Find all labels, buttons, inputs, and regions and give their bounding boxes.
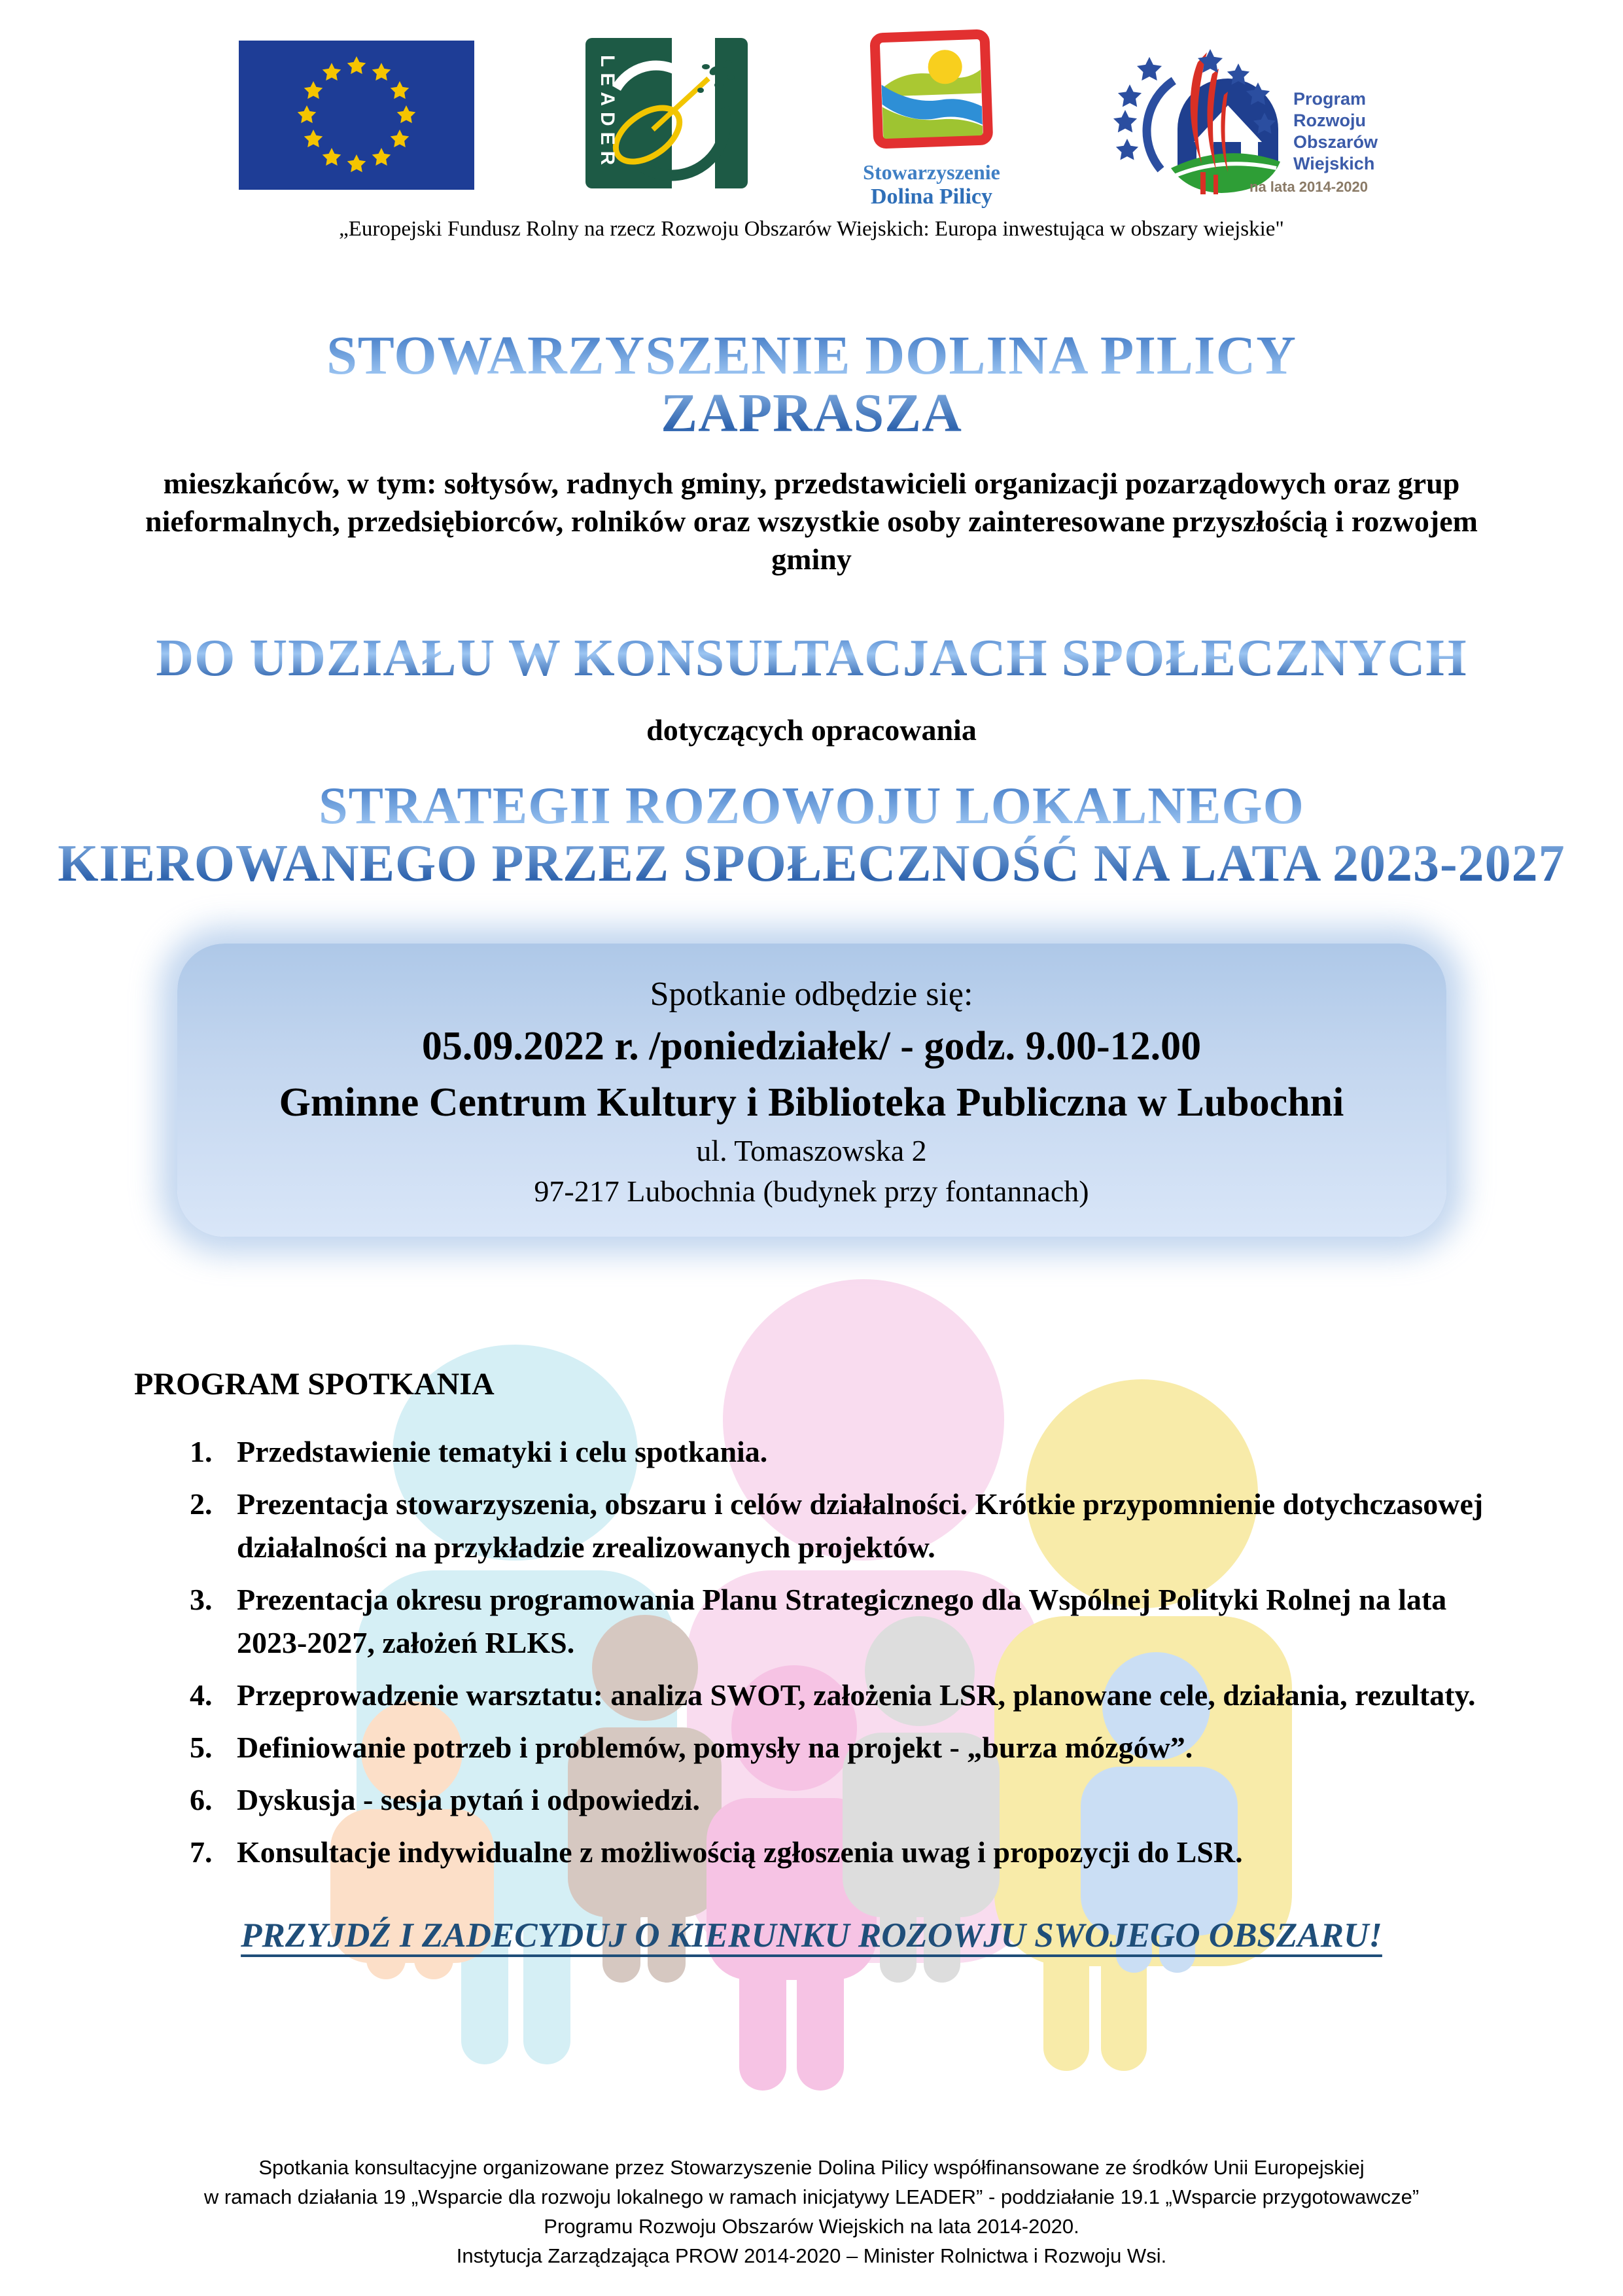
eu-flag-icon [239,41,474,190]
program-item-text: Przeprowadzenie warsztatu: analiza SWOT, założenia LSR, planowane cele, działania, rezultaty. [237,1678,1476,1712]
footer [109,2153,1515,2270]
program-title: PROGRAM SPOTKANIA [134,1367,495,1402]
intro-paragraph: mieszkańców, w tym: sołtysów, radnych gminy, przedstawicieli organizacji pozarządowych oraz grup nieformalnych, przedsiębiorców, rolników oraz wszystkie osoby zainteresowane przyszłością i rozwojem gminy [145,467,1478,576]
dolina-pilicy-logo [862,29,1001,209]
meeting-intro-line: Spotkanie odbędzie się: [650,976,973,1013]
program-item-text: Konsultacje indywidualne z możliwością zgłoszenia uwag i propozycji do LSR. [237,1835,1243,1869]
prow-title-line3: Obszarów [1293,132,1378,152]
prow-logo-subtitle: na lata 2014-2020 [1249,179,1369,195]
meeting-city-line: 97-217 Lubochnia (budynek przy fontannach) [534,1174,1089,1208]
program-item-text: Przedstawienie tematyki i celu spotkania. [237,1435,768,1468]
program-item [190,1726,1499,1769]
footer-line4: Instytucja Zarządzająca PROW 2014-2020 – Minister Rolnictwa i Rozwoju Wsi. [456,2244,1167,2267]
footer-line3: Programu Rozwoju Obszarów Wiejskich na lata 2014-2020. [544,2215,1079,2238]
program-item-text: Dyskusja - sesja pytań i odpowiedzi. [237,1783,700,1816]
meeting-street-line: ul. Tomaszowska 2 [696,1134,927,1167]
program-item-text: Definiowanie potrzeb i problemów, pomysły na projekt - „burza mózgów”. [237,1731,1193,1764]
program-item-text: Prezentacja okresu programowania Planu Strategicznego dla Wspólnej Polityki Rolnej na lata 2023-2027, założeń RLKS. [237,1583,1447,1659]
prow-logo [1109,29,1377,196]
program-item-text: Prezentacja stowarzyszenia, obszaru i celów działalności. Krótkie przypomnienie dotychczasowej działalności na przykładzie zrealizowanych projektów. [237,1487,1484,1564]
footer-line1: Spotkania konsultacyjne organizowane przez Stowarzyszenie Dolina Pilicy współfinansowane ze środków Unii Europejskiej [258,2156,1365,2179]
dolina-pilicy-label-line2: Dolina Pilicy [870,185,993,209]
logo-row [0,0,1623,216]
page-title-line1: STOWARZYSZENIE DOLINA PILICY [326,325,1297,386]
page-title-line2: ZAPRASZA [661,383,962,444]
call-to-action-text: PRZYJDŹ I ZADECYDUJ O KIERUNKU ROZOWJU SWOJEGO OBSZARU! [241,1916,1382,1954]
call-to-action [0,1915,1623,1956]
meeting-date-line: 05.09.2022 r. /poniedziałek/ - godz. 9.00-12.00 [421,1024,1202,1069]
program-item [190,1778,1499,1822]
leader-logo-label [487,55,618,81]
prow-logo-title [1293,88,1378,175]
program-item [190,1483,1499,1569]
subtitle: DO UDZIAŁU W KONSULTACJACH SPOŁECZNYCH [0,629,1623,687]
dolina-pilicy-logo-icon [862,29,1001,154]
leader-logo [585,38,748,188]
program-item [190,1831,1499,1874]
program-item [190,1430,1499,1474]
funding-caption: „Europejski Fundusz Rolny na rzecz Rozwoju Obszarów Wiejskich: Europa inwestująca w obszary wiejskie" [339,217,1284,241]
prow-title-line4: Wiejskich [1293,154,1375,173]
prow-title-line2: Rozwoju [1293,111,1366,130]
program-list [190,1430,1499,1874]
footer-line2: w ramach działania 19 „Wsparcie dla rozwoju lokalnego w ramach inicjatywy LEADER” - poddziałanie 19.1 „Wsparcie przygotowawcze” [203,2185,1420,2208]
page-title [0,327,1623,442]
program-item [190,1674,1499,1717]
strategy-title [0,777,1623,892]
dolina-pilicy-label-line1: Stowarzyszenie [863,160,1000,184]
meeting-info-box [177,944,1446,1237]
strategy-title-line2: KIEROWANEGO PRZEZ SPOŁECZNOŚĆ NA LATA 2023-2027 [58,835,1565,892]
program-item [190,1578,1499,1665]
strategy-title-line1: STRATEGII ROZOWOJU LOKALNEGO [319,777,1304,835]
prow-title-line1: Program [1293,89,1367,109]
eu-flag-logo [239,41,474,193]
subtitle-note: dotyczących opracowania [646,713,977,747]
meeting-venue-line: Gminne Centrum Kultury i Biblioteka Publiczna w Lubochni [279,1080,1344,1125]
